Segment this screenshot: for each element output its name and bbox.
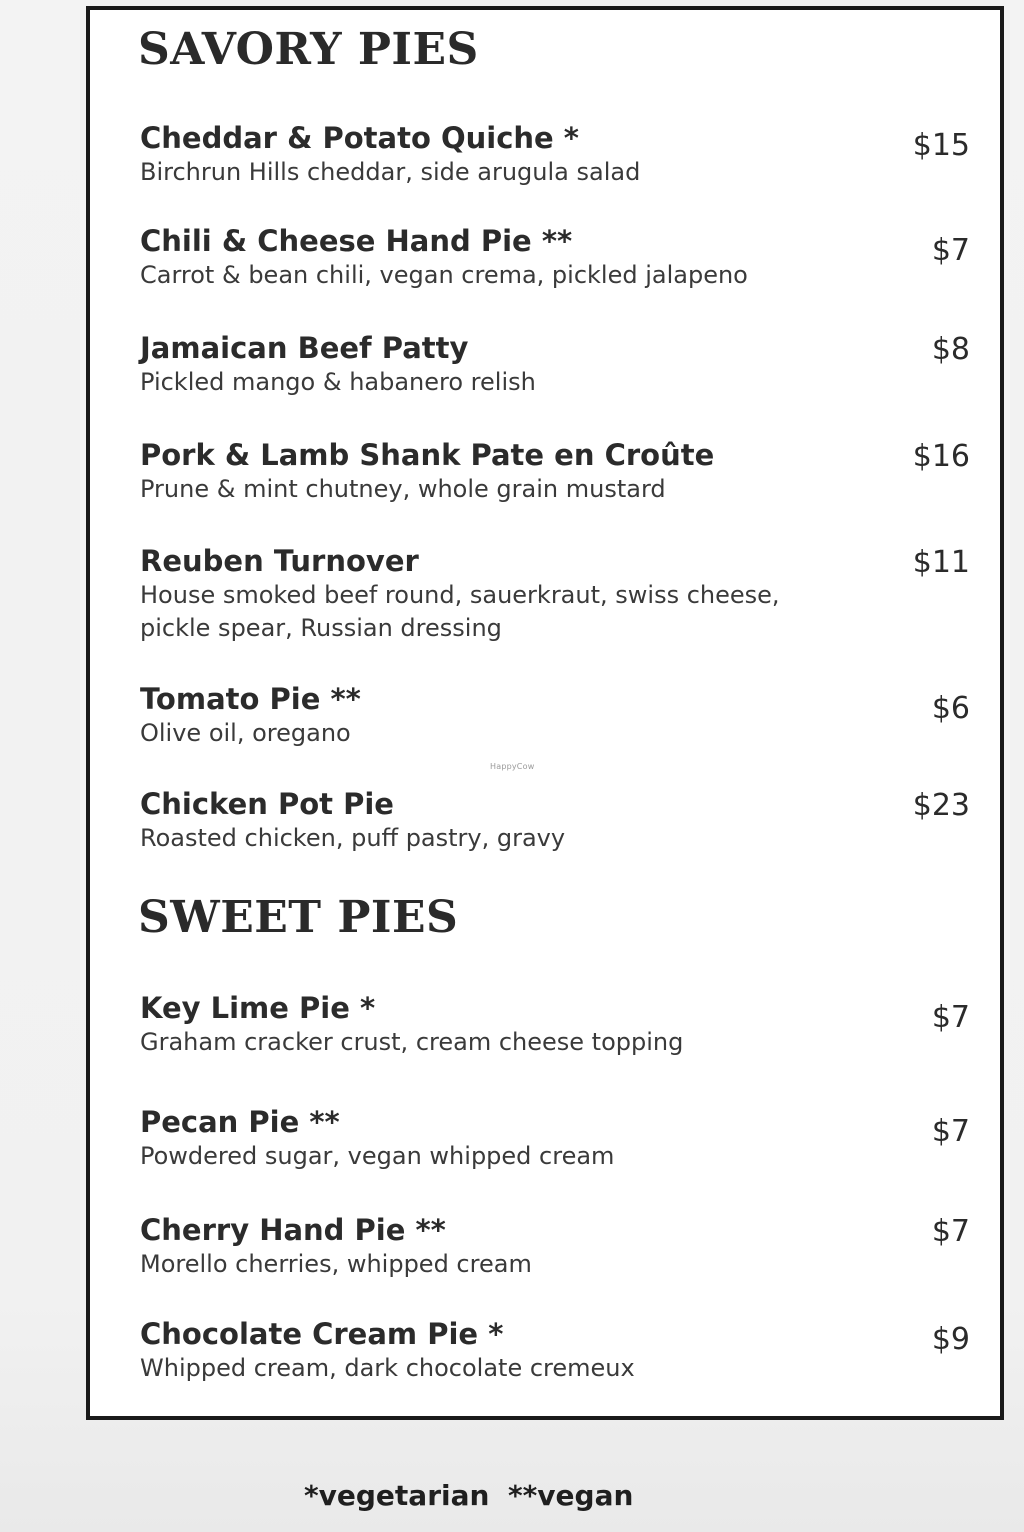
item-name: Pecan Pie ** xyxy=(140,1105,340,1139)
item-description: House smoked beef round, sauerkraut, swiss cheese, pickle spear, Russian dressing xyxy=(140,581,780,642)
savory-pies-heading: SAVORY PIES xyxy=(138,24,479,75)
menu-item-pork-lamb-pate xyxy=(140,437,970,506)
item-price: $7 xyxy=(931,233,970,268)
item-price: $15 xyxy=(912,128,970,163)
sweet-pies-heading: SWEET PIES xyxy=(138,892,459,943)
item-description: Whipped cream, dark chocolate cremeux xyxy=(140,1354,635,1382)
item-description: Carrot & bean chili, vegan crema, pickled jalapeno xyxy=(140,261,748,289)
item-price: $6 xyxy=(931,691,970,726)
diet-legend xyxy=(0,1479,1024,1519)
menu-item-chicken-pot-pie xyxy=(140,786,970,855)
item-description: Powdered sugar, vegan whipped cream xyxy=(140,1142,615,1170)
item-description: Prune & mint chutney, whole grain mustard xyxy=(140,475,666,503)
item-description: Graham cracker crust, cream cheese topping xyxy=(140,1028,684,1056)
item-price: $11 xyxy=(912,545,970,580)
item-description: Birchrun Hills cheddar, side arugula salad xyxy=(140,158,641,186)
item-price: $7 xyxy=(931,1114,970,1149)
item-name: Cherry Hand Pie ** xyxy=(140,1213,446,1247)
item-price: $7 xyxy=(931,1000,970,1035)
item-name: Reuben Turnover xyxy=(140,544,419,578)
item-name: Jamaican Beef Patty xyxy=(140,331,469,365)
menu-item-pecan-pie xyxy=(140,1104,970,1173)
item-description: Pickled mango & habanero relish xyxy=(140,368,536,396)
happycow-watermark: HappyCow xyxy=(490,762,535,771)
menu-item-chili-cheese-hand-pie xyxy=(140,223,970,292)
menu-item-cheddar-potato-quiche xyxy=(140,120,970,189)
item-name: Chocolate Cream Pie * xyxy=(140,1317,504,1351)
menu-item-cherry-hand-pie xyxy=(140,1212,970,1281)
item-name: Cheddar & Potato Quiche * xyxy=(140,121,579,155)
legend-vegan: **vegan xyxy=(508,1479,634,1512)
item-description: Olive oil, oregano xyxy=(140,719,351,747)
menu-item-key-lime-pie xyxy=(140,990,970,1059)
item-name: Tomato Pie ** xyxy=(140,682,361,716)
item-name: Key Lime Pie * xyxy=(140,991,376,1025)
menu-item-jamaican-beef-patty xyxy=(140,330,970,399)
item-name: Chicken Pot Pie xyxy=(140,787,394,821)
item-price: $7 xyxy=(931,1214,970,1249)
menu-item-chocolate-cream-pie xyxy=(140,1316,970,1385)
item-price: $8 xyxy=(931,332,970,367)
item-price: $9 xyxy=(931,1322,970,1357)
item-description: Morello cherries, whipped cream xyxy=(140,1250,532,1278)
menu-item-tomato-pie xyxy=(140,681,970,750)
menu-card xyxy=(86,6,1004,1420)
item-price: $23 xyxy=(912,788,970,823)
item-name: Chili & Cheese Hand Pie ** xyxy=(140,224,573,258)
menu-item-reuben-turnover xyxy=(140,543,970,645)
item-name: Pork & Lamb Shank Pate en Croûte xyxy=(140,438,715,472)
legend-vegetarian: *vegetarian xyxy=(304,1479,490,1512)
item-description: Roasted chicken, puff pastry, gravy xyxy=(140,824,566,852)
item-price: $16 xyxy=(912,439,970,474)
